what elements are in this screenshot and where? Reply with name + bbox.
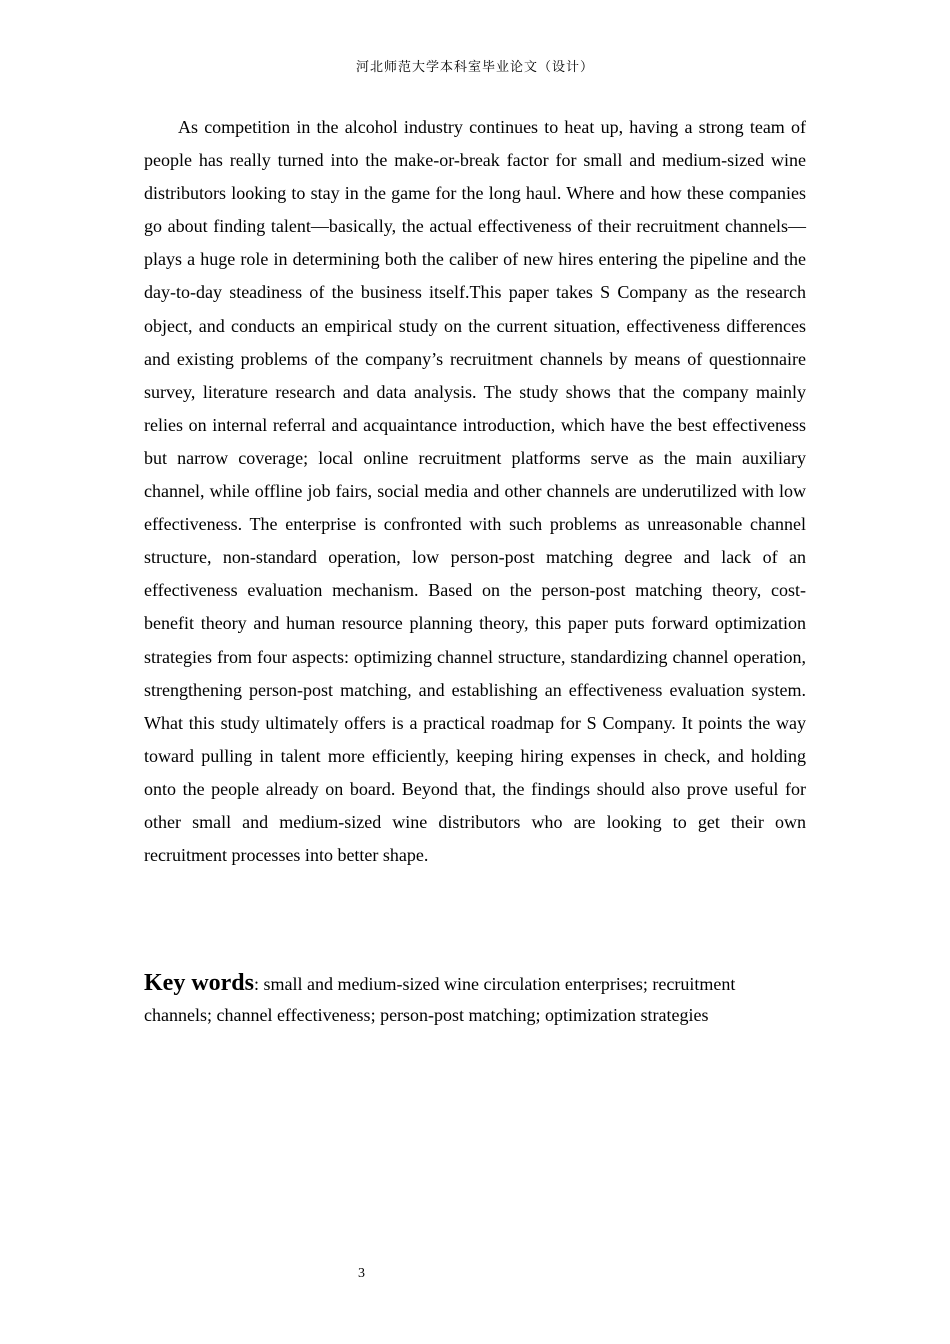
keywords-label: Key words bbox=[144, 970, 254, 996]
abstract-paragraph: As competition in the alcohol industry continues to heat up, having a strong team of people has really turned into the make-or-break factor for small and medium-sized wine distributors looking to stay in the game for the long haul. Where and how these companies go about finding talent—basically, the actual effectiveness of their recruitment channels— plays a huge role in determining both the caliber of new hires entering the pipeline and the day-to-day steadiness of the business itself.This paper takes S Company as the research object, and conducts an empirical study on the current situation, effectiveness differences and existing problems of the company’s recruitment channels by means of questionnaire survey, literature research and data analysis. The study shows that the company mainly relies on internal referral and acquaintance introduction, which have the best effectiveness but narrow coverage; local online recruitment platforms serve as the main auxiliary channel, while offline job fairs, social media and other channels are underutilized with low effectiveness. The enterprise is confronted with such problems as unreasonable channel structure, non-standard operation, low person-post matching degree and lack of an effectiveness evaluation mechanism. Based on the person-post matching theory, cost-benefit theory and human resource planning theory, this paper puts forward optimization strategies from four aspects: optimizing channel structure, standardizing channel operation, strengthening person-post matching, and establishing an effectiveness evaluation system. What this study ultimately offers is a practical roadmap for S Company. It points the way toward pulling in talent more efficiently, keeping hiring expenses in check, and holding onto the people already on board. Beyond that, the findings should also prove useful for other small and medium-sized wine distributors who are looking to get their own recruitment processes into better shape. bbox=[144, 117, 806, 866]
keywords-separator: : bbox=[254, 974, 264, 994]
page-number: 3 bbox=[358, 1266, 365, 1281]
page-header: 河北师范大学本科室毕业论文（设计） bbox=[355, 60, 594, 75]
keywords-section bbox=[144, 968, 806, 1031]
keywords-text: small and medium-sized wine circulation enterprises; recruitment channels; channel effectiveness; person-post matching; optimization strategies bbox=[144, 974, 736, 1025]
